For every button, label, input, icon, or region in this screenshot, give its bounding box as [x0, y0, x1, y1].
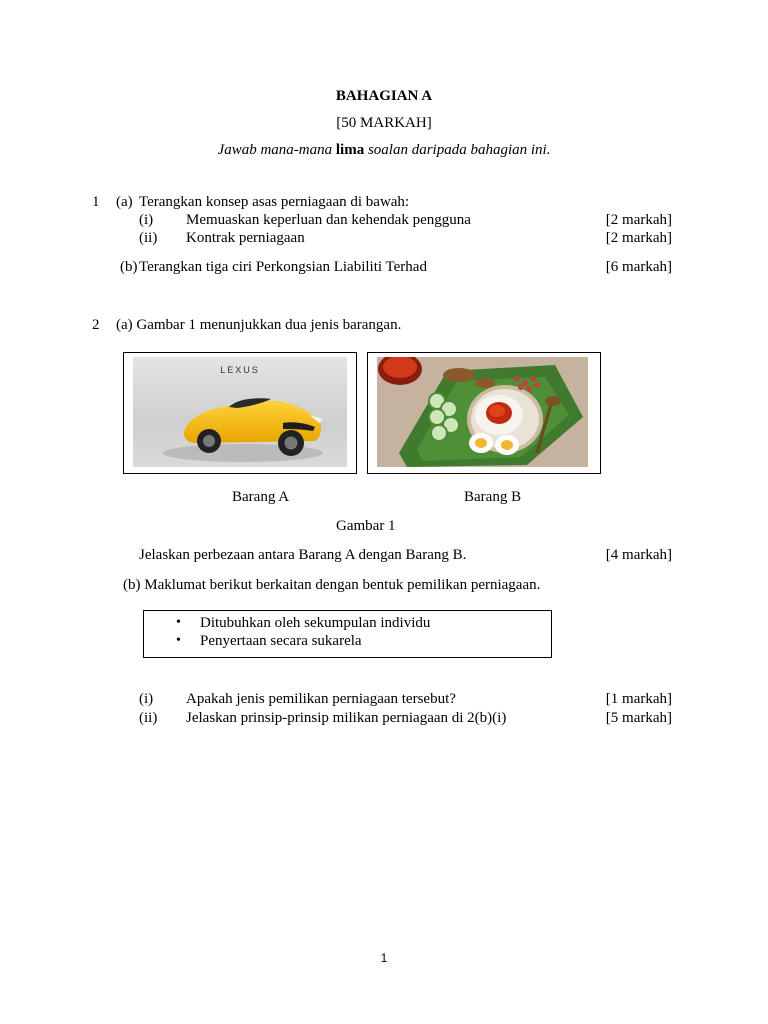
- q1-item-2-label: (ii): [139, 230, 158, 246]
- q1-b-label: (b): [120, 259, 138, 275]
- q2-b-text: (b) Maklumat berikut berkaitan dengan bentuk pemilikan perniagaan.: [123, 577, 541, 593]
- car-logo: LEXUS: [220, 365, 260, 375]
- q2-explain-marks: [4 markah]: [605, 547, 672, 563]
- q1-item-2-text: Kontrak perniagaan: [186, 230, 305, 246]
- marks-total: [50 MARKAH]: [336, 115, 432, 131]
- caption-barang-a: Barang A: [232, 489, 290, 505]
- section-title: BAHAGIAN A: [335, 88, 433, 104]
- caption-barang-b: Barang B: [464, 489, 522, 505]
- q2-number: 2: [92, 317, 100, 333]
- figure-caption: Gambar 1: [336, 518, 396, 534]
- picture-frame-a: [123, 352, 357, 474]
- instruction-part2: soalan daripada bahagian ini.: [367, 142, 551, 158]
- q1-item-1-marks: [2 markah]: [605, 212, 672, 228]
- q1-b-text: Terangkan tiga ciri Perkongsian Liabiliti Terhad: [139, 259, 427, 275]
- picture-frame-b: [367, 352, 601, 474]
- q2-item-2-label: (ii): [139, 710, 158, 726]
- instruction: [0, 141, 768, 159]
- bullet-icon: •: [176, 633, 181, 648]
- q1-b-marks: [6 markah]: [605, 259, 672, 275]
- q2-explain-text: Jelaskan perbezaan antara Barang A dengan Barang B.: [139, 547, 467, 563]
- food-photo: [377, 357, 588, 467]
- q2-item-1-text: Apakah jenis pemilikan perniagaan tersebut?: [186, 691, 456, 707]
- page-number: 1: [380, 951, 388, 965]
- q2-item-2-marks: [5 markah]: [605, 710, 672, 726]
- q2-a-text: (a) Gambar 1 menunjukkan dua jenis barangan.: [116, 317, 402, 333]
- q1-a-label: (a): [116, 194, 133, 210]
- q2-item-1-marks: [1 markah]: [605, 691, 672, 707]
- q2-item-1-label: (i): [139, 691, 154, 707]
- q1-item-1-text: Memuaskan keperluan dan kehendak pengguna: [186, 212, 471, 228]
- bullet-text-2: Penyertaan secara sukarela: [200, 633, 362, 649]
- q1-item-1-label: (i): [139, 212, 154, 228]
- instruction-bold: lima: [335, 142, 365, 158]
- q1-number: 1: [92, 194, 100, 210]
- q1-a-text: Terangkan konsep asas perniagaan di bawah:: [139, 194, 410, 210]
- bullet-text-1: Ditubuhkan oleh sekumpulan individu: [200, 615, 431, 631]
- bullet-icon: •: [176, 615, 181, 630]
- q1-item-2-marks: [2 markah]: [605, 230, 672, 246]
- instruction-part1: Jawab mana-mana: [217, 142, 333, 158]
- car-photo: [133, 357, 347, 467]
- q2-item-2-text: Jelaskan prinsip-prinsip milikan perniagaan di 2(b)(i): [186, 710, 507, 726]
